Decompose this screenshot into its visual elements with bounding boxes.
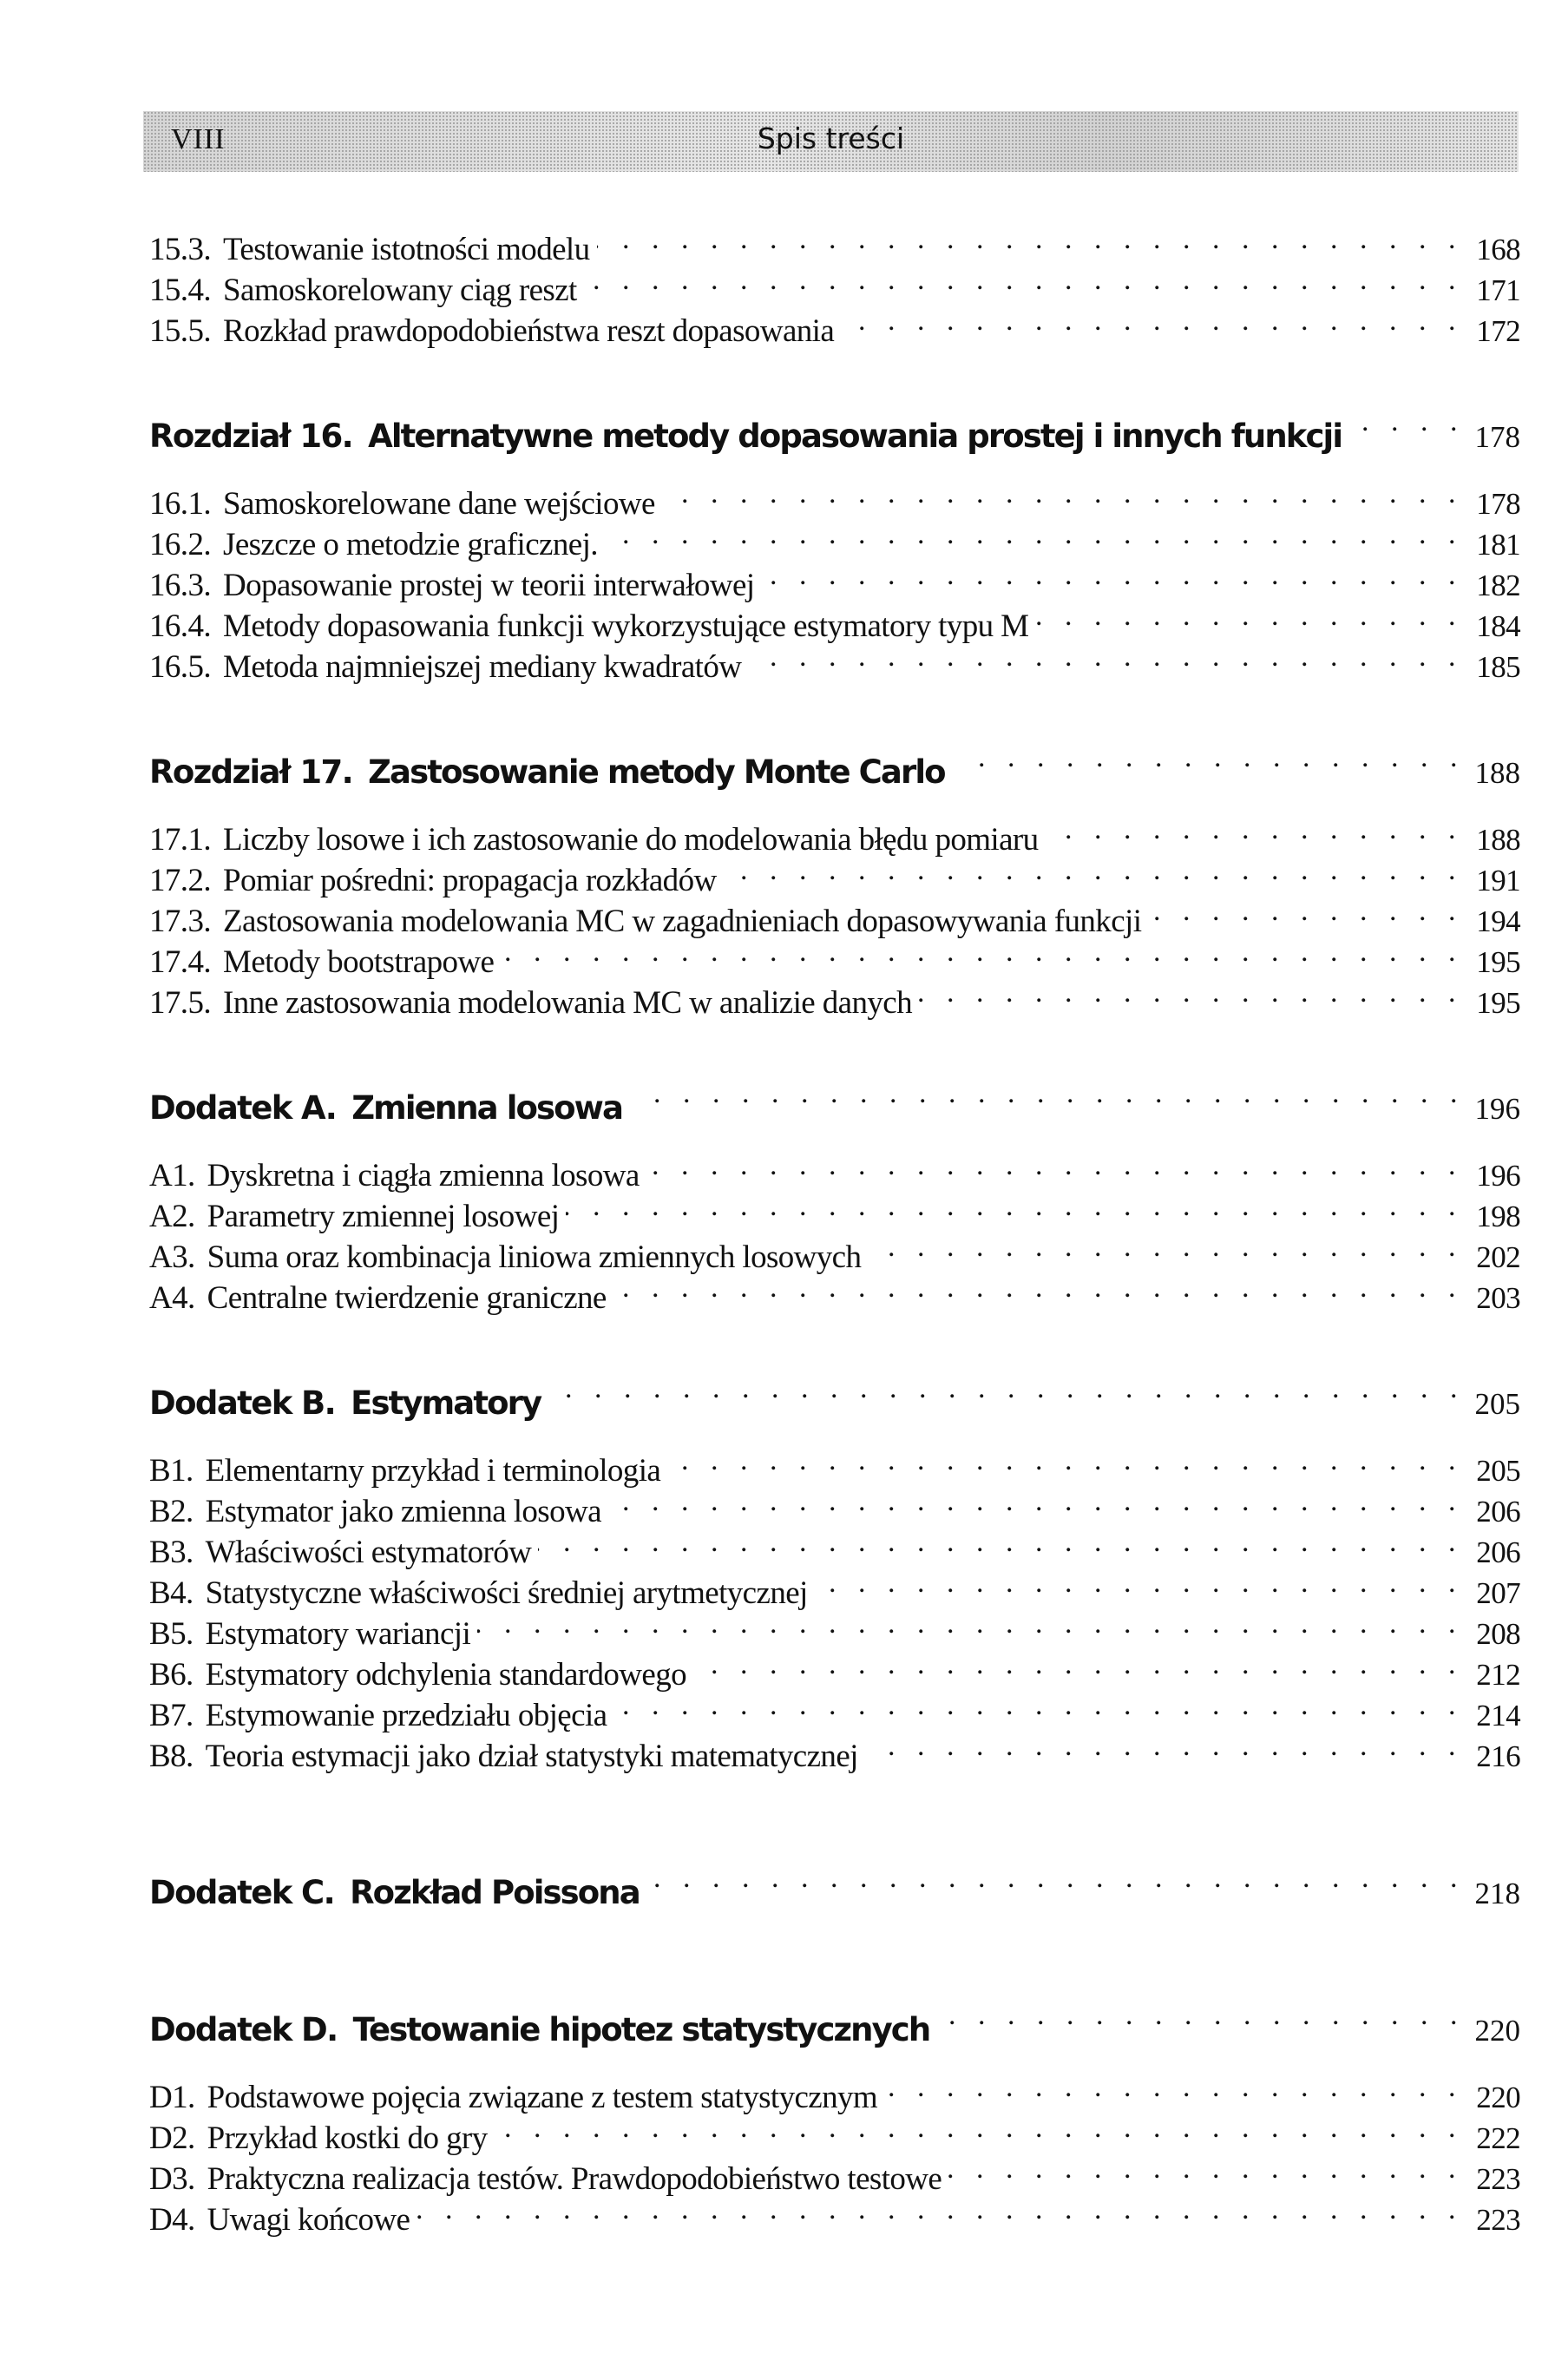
entry-page: 178: [1476, 487, 1520, 521]
entry-page: 214: [1476, 1699, 1520, 1732]
appendix-label: Dodatek C.: [149, 1874, 335, 1911]
entry-number: B2.: [149, 1494, 194, 1529]
appendix-title: Zmienna losowa: [351, 1089, 623, 1127]
entry-number: 17.5.: [149, 985, 212, 1021]
appendix-heading[interactable]: [149, 1068, 1520, 1127]
entry-title: Metody dopasowania funkcji wykorzystujące estymatory typu M: [223, 608, 1029, 644]
entry-page: 184: [1476, 609, 1520, 643]
dot-leader: [868, 1226, 1463, 1267]
dot-leader: [495, 2107, 1463, 2148]
entry-title: Dopasowanie prostej w teorii interwałowej: [223, 568, 755, 603]
chapter-title: Alternatywne metody dopasowania prostej i innych funkcji: [368, 417, 1342, 455]
dot-leader: [597, 219, 1463, 260]
dot-leader: [538, 1522, 1463, 1562]
dot-leader: [948, 2148, 1463, 2189]
chapter-heading[interactable]: [149, 733, 1520, 791]
entry-title: Estymowanie przedziału objęcia: [205, 1698, 607, 1733]
appendix-label: Dodatek A.: [149, 1089, 337, 1127]
entry-number: 16.5.: [149, 649, 212, 685]
entry-page: 205: [1476, 1454, 1520, 1488]
entry-page: 212: [1476, 1658, 1520, 1692]
dot-leader: [650, 1853, 1465, 1903]
appendix-heading[interactable]: [149, 1990, 1520, 2048]
dot-leader: [605, 514, 1463, 555]
appendix-heading[interactable]: [149, 1364, 1520, 1422]
entry-title: Estymatory wariancji: [205, 1616, 471, 1652]
dot-leader: [613, 1267, 1463, 1308]
running-header: [143, 111, 1519, 172]
entry-page: 194: [1476, 904, 1520, 938]
entry-number: B7.: [149, 1698, 194, 1733]
entry-number: 16.4.: [149, 608, 212, 644]
entry-title: Uwagi końcowe: [207, 2202, 410, 2238]
chapter-label: Rozdział 16.: [149, 417, 353, 455]
entry-title: Metody bootstrapowe: [223, 944, 495, 980]
dot-leader: [477, 1603, 1463, 1644]
entry-page: 216: [1476, 1739, 1520, 1773]
dot-leader: [761, 555, 1463, 595]
chapter-label: Rozdział 17.: [149, 753, 353, 791]
chapter-page: 188: [1474, 756, 1520, 790]
appendix-page: 218: [1474, 1877, 1520, 1910]
appendix-label: Dodatek D.: [149, 2011, 338, 2048]
entry-number: B4.: [149, 1575, 194, 1611]
spacer: [149, 1766, 1520, 1853]
entry-page: 206: [1476, 1495, 1520, 1529]
entry-title: Pomiar pośredni: propagacja rozkładów: [223, 863, 717, 898]
appendix-page: 205: [1474, 1387, 1520, 1421]
dot-leader: [608, 1481, 1463, 1522]
entry-page: 182: [1476, 569, 1520, 602]
entry-number: B3.: [149, 1535, 194, 1570]
dot-leader: [646, 1145, 1463, 1186]
dot-leader: [748, 636, 1463, 677]
entry-page: 191: [1476, 864, 1520, 897]
appendix-title: Estymatory: [351, 1384, 541, 1422]
entry-title: Liczby losowe i ich zastosowanie do modelowania błędu pomiaru: [223, 822, 1039, 858]
chapter-page: 178: [1474, 420, 1520, 454]
toc-entry[interactable]: [149, 1440, 1520, 1489]
dot-leader: [1148, 891, 1463, 931]
dot-leader: [955, 733, 1465, 783]
entry-page: 172: [1476, 314, 1520, 348]
entry-page: 220: [1476, 2081, 1520, 2114]
dot-leader: [919, 972, 1463, 1013]
entry-title: Metoda najmniejszej mediany kwadratów: [223, 649, 742, 685]
entry-page: 208: [1476, 1617, 1520, 1651]
dot-leader: [613, 1685, 1463, 1726]
toc-entry[interactable]: [149, 2067, 1520, 2115]
running-title: Spis treści: [757, 122, 905, 155]
chapter-heading[interactable]: [149, 397, 1520, 455]
dot-leader: [884, 2067, 1463, 2107]
entry-number: 17.4.: [149, 944, 212, 980]
entry-number: A2.: [149, 1199, 195, 1234]
entry-title: Przykład kostki do gry: [207, 2120, 488, 2156]
entry-title: Rozkład prawdopodobieństwa reszt dopasowania: [223, 313, 835, 349]
entry-page: 198: [1476, 1200, 1520, 1233]
entry-number: 16.3.: [149, 568, 212, 603]
appendix-title: Rozkład Poissona: [350, 1874, 640, 1911]
entry-title: Teoria estymacji jako dział statystyki matematycznej: [205, 1739, 858, 1774]
appendix-page: 220: [1474, 2014, 1520, 2048]
toc-entry[interactable]: [149, 1145, 1520, 1193]
dot-leader: [1046, 809, 1463, 850]
entry-title: Samoskorelowany ciąg reszt: [223, 273, 577, 308]
entry-title: Inne zastosowania modelowania MC w analizie danych: [223, 985, 913, 1021]
entry-title: Suma oraz kombinacja liniowa zmiennych losowych: [207, 1239, 862, 1275]
dot-leader: [551, 1364, 1465, 1414]
entry-title: Estymator jako zmienna losowa: [205, 1494, 601, 1529]
appendix-page: 196: [1474, 1092, 1520, 1126]
entry-page: 181: [1476, 528, 1520, 562]
page-number: VIII: [171, 123, 226, 155]
entry-number: 15.3.: [149, 232, 212, 267]
entry-number: D3.: [149, 2161, 195, 2197]
dot-leader: [584, 260, 1463, 300]
entry-number: B5.: [149, 1616, 194, 1652]
entry-title: Centralne twierdzenie graniczne: [207, 1280, 607, 1316]
entry-title: Jeszcze o metodzie graficznej.: [223, 527, 598, 562]
appendix-heading[interactable]: [149, 1853, 1520, 1911]
entry-number: 15.5.: [149, 313, 212, 349]
dot-leader: [815, 1562, 1463, 1603]
entry-title: Parametry zmiennej losowej: [207, 1199, 560, 1234]
entry-page: 196: [1476, 1159, 1520, 1193]
appendix-title: Testowanie hipotez statystycznych: [352, 2011, 930, 2048]
dot-leader: [1035, 595, 1463, 636]
entry-number: 16.1.: [149, 486, 212, 522]
dot-leader: [501, 931, 1463, 972]
dot-leader: [940, 1990, 1465, 2041]
entry-number: B8.: [149, 1739, 194, 1774]
entry-page: 168: [1476, 233, 1520, 266]
dot-leader: [662, 473, 1463, 514]
toc-entry[interactable]: [149, 219, 1520, 267]
entry-page: 195: [1476, 945, 1520, 979]
entry-number: 17.1.: [149, 822, 212, 858]
entry-title: Właściwości estymatorów: [205, 1535, 532, 1570]
dot-leader: [724, 850, 1463, 891]
entry-title: Estymatory odchylenia standardowego: [205, 1657, 687, 1693]
dot-leader: [841, 300, 1463, 341]
table-of-contents: [149, 219, 1520, 2238]
entry-page: 185: [1476, 650, 1520, 684]
dot-leader: [417, 2189, 1463, 2230]
entry-title: Dyskretna i ciągła zmienna losowa: [207, 1158, 640, 1193]
entry-number: A3.: [149, 1239, 195, 1275]
entry-page: 203: [1476, 1281, 1520, 1315]
entry-title: Statystyczne właściwości średniej arytmetycznej: [205, 1575, 808, 1611]
entry-number: D4.: [149, 2202, 195, 2238]
dot-leader: [566, 1186, 1463, 1226]
entry-number: 16.2.: [149, 527, 212, 562]
entry-page: 202: [1476, 1240, 1520, 1274]
entry-page: 171: [1476, 273, 1520, 307]
entry-title: Testowanie istotności modelu: [223, 232, 590, 267]
entry-page: 207: [1476, 1576, 1520, 1610]
entry-number: D2.: [149, 2120, 195, 2156]
dot-leader: [865, 1726, 1463, 1766]
entry-page: 222: [1476, 2121, 1520, 2155]
dot-leader: [667, 1440, 1463, 1481]
entry-title: Samoskorelowane dane wejściowe: [223, 486, 655, 522]
entry-page: 188: [1476, 823, 1520, 857]
entry-page: 223: [1476, 2203, 1520, 2237]
entry-page: 206: [1476, 1535, 1520, 1569]
entry-number: A1.: [149, 1158, 195, 1193]
entry-title: Zastosowania modelowania MC w zagadnieniach dopasowywania funkcji: [223, 904, 1142, 939]
entry-title: Elementarny przykład i terminologia: [205, 1453, 661, 1489]
toc-entry[interactable]: [149, 473, 1520, 522]
entry-number: 17.3.: [149, 904, 212, 939]
chapter-title: Zastosowanie metody Monte Carlo: [368, 753, 945, 791]
entry-number: B6.: [149, 1657, 194, 1693]
entry-number: 15.4.: [149, 273, 212, 308]
entry-number: B1.: [149, 1453, 194, 1489]
dot-leader: [1352, 397, 1465, 447]
entry-number: D1.: [149, 2080, 195, 2115]
toc-entry[interactable]: [149, 809, 1520, 858]
dot-leader: [633, 1068, 1465, 1119]
entry-number: A4.: [149, 1280, 195, 1316]
appendix-label: Dodatek B.: [149, 1384, 336, 1422]
entry-page: 223: [1476, 2162, 1520, 2196]
entry-title: Praktyczna realizacja testów. Prawdopodobieństwo testowe: [207, 2161, 942, 2197]
dot-leader: [693, 1644, 1463, 1685]
entry-number: 17.2.: [149, 863, 212, 898]
entry-title: Podstawowe pojęcia związane z testem statystycznym: [207, 2080, 878, 2115]
entry-page: 195: [1476, 986, 1520, 1020]
